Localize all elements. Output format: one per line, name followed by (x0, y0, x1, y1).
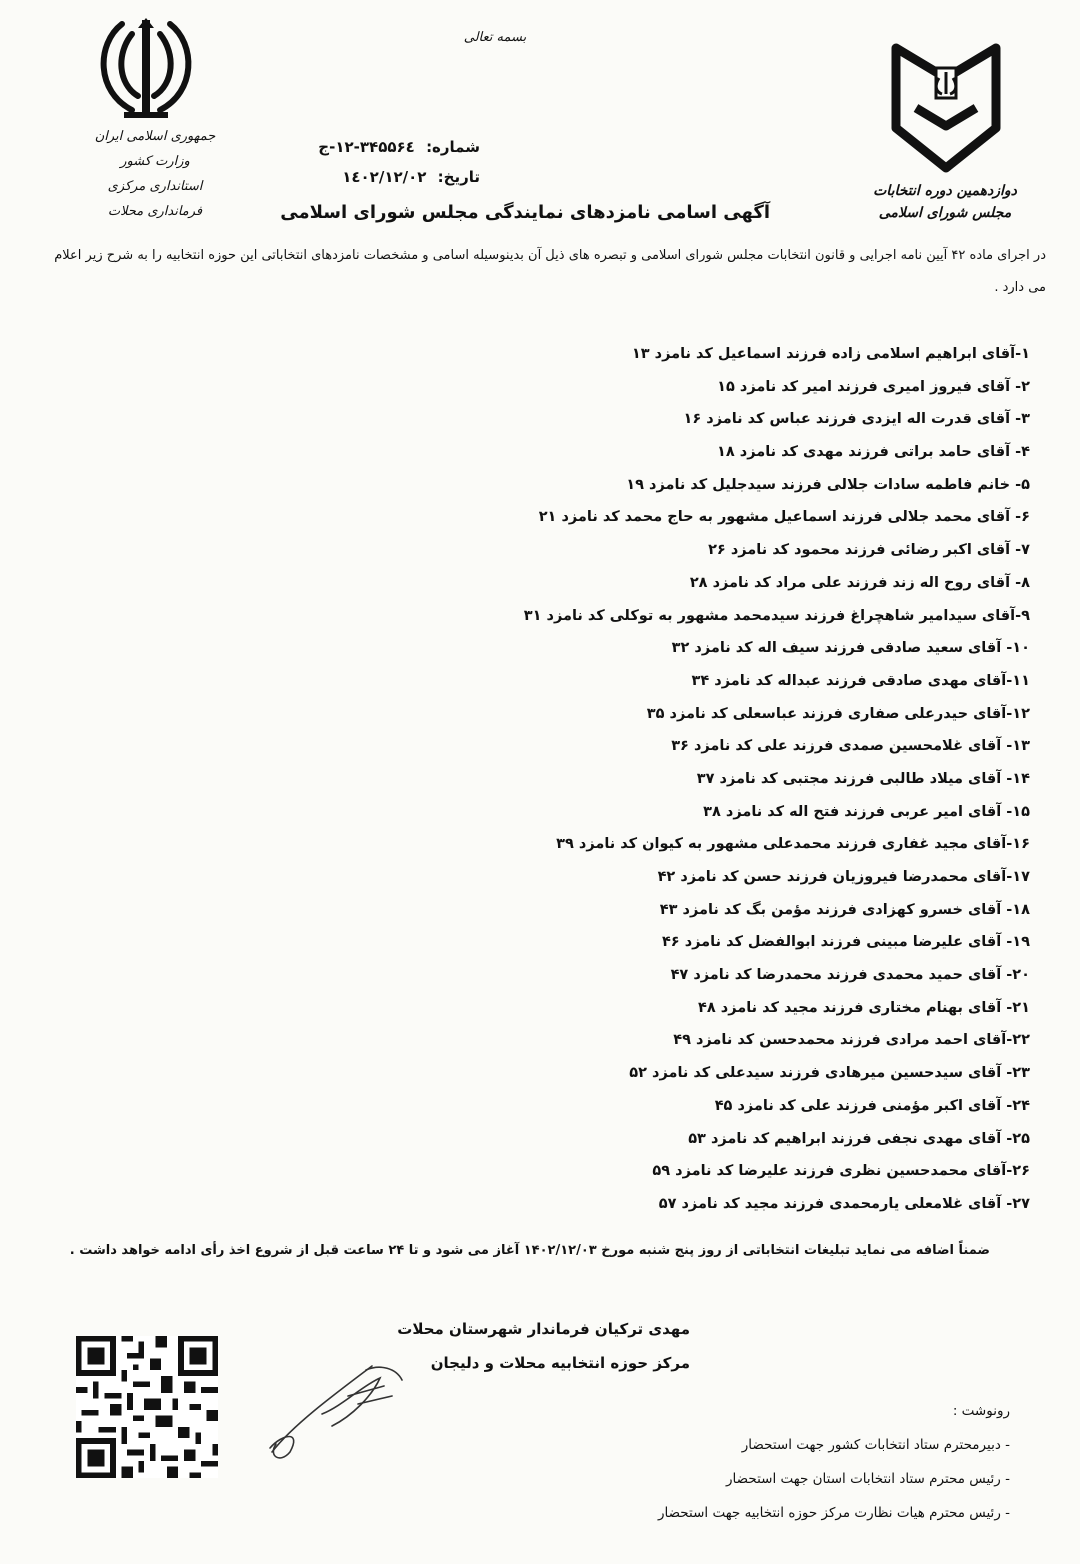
candidate-item: ۲۲-آقای احمد مرادی فرزند محمدحسن کد نامزد ۴۹ (673, 1032, 1030, 1049)
bismillah-text: بسمه تعالی (463, 30, 527, 45)
candidate-item: ۱۴- آقای میلاد طالبی فرزند مجتبی کد نامزد ۳۷ (696, 770, 1030, 787)
candidate-item: ۱۹- آقای علیرضا مبینی فرزند ابوالفضل کد نامزد ۴۶ (661, 934, 1030, 951)
handwritten-signature (262, 1356, 412, 1466)
page-title: آگهی اسامی نامزدهای نمایندگی مجلس شورای اسلامی (280, 202, 770, 223)
election-caption-line: دوازدهمین دوره انتخابات (873, 183, 1017, 199)
candidate-item: ۲۳- آقای سیدحسین میرهادی فرزند سیدعلی کد نامزد ۵۲ (629, 1065, 1030, 1082)
intro-paragraph: در اجرای ماده ۴۲ آیین نامه اجرایی و قانون انتخابات مجلس شورای اسلامی و تبصره های ذیل آن بدینوسیله اسامی و مشخصات نامزدهای انتخاباتی این حوزه انتخابیه را به شرح زیر اعلام می دارد . (54, 248, 1046, 295)
ballot-box-logo-icon (876, 28, 1016, 188)
candidate-item: ۵- خانم فاطمه سادات جلالی فرزند سیدجلیل کد نامزد ۱۹ (626, 476, 1030, 493)
candidate-item: ۱۶-آقای مجید غفاری فرزند محمدعلی مشهور به کیوان کد نامزد ۳۹ (556, 836, 1030, 853)
iran-emblem-icon (88, 14, 204, 122)
campaign-note: ضمناً اضافه می نماید تبلیغات انتخاباتی از روز پنج شنبه مورخ ۱۴۰۲/۱۲/۰۳ آغاز می شود و تا ۲۴ ساعت قبل از شروع اخذ رأی ادامه خواهد داشت . (69, 1243, 990, 1258)
candidate-item: ۲- آقای فیروز امیری فرزند امیر کد نامزد ۱۵ (717, 378, 1030, 395)
candidate-list (470, 338, 1030, 1221)
signatory-office: مرکز حوزه انتخابیه محلات و دلیجان (430, 1354, 690, 1372)
letter-number (290, 132, 480, 162)
candidate-item: ۸- آقای روح اله زند فرزند علی مراد کد نامزد ۲۸ (689, 574, 1030, 591)
letter-date (290, 162, 480, 192)
candidate-item: ۱۵- آقای امیر عربی فرزند فتح اله کد نامزد ۳۸ (703, 803, 1030, 820)
ministry-letterhead (60, 124, 250, 224)
candidate-item: ۲۷- آقای غلامعلی یارمحمدی فرزند مجید کد نامزد ۵۷ (658, 1195, 1030, 1212)
signatory-name: مهدی ترکیان فرماندار شهرستان محلات (397, 1320, 690, 1338)
signatory-block (380, 1312, 690, 1380)
date-label: تاریخ: (437, 168, 480, 186)
candidate-item: ۷- آقای اکبر رضائی فرزند محمود کد نامزد ۲۶ (708, 542, 1030, 559)
cc-title: رونوشت : (952, 1403, 1010, 1419)
candidate-item: ۳- آقای قدرت اله ایزدی فرزند عباس کد نامزد ۱۶ (683, 411, 1030, 428)
candidate-item: ۲۶-آقای محمدحسین نظری فرزند علیرضا کد نامزد ۵۹ (652, 1163, 1030, 1180)
candidate-item: ۲۰- آقای حمید محمدی فرزند محمدرضا کد نامزد ۴۷ (670, 967, 1030, 984)
copies-block (490, 1394, 1010, 1530)
candidate-item: ۱۲-آقای حیدرعلی صفاری فرزند عباسعلی کد نامزد ۳۵ (646, 705, 1030, 722)
candidate-item: ۱۸- آقای خسرو کهزادی فرزند مؤمن بگ کد نامزد ۴۳ (659, 901, 1030, 918)
candidate-item: ۶- آقای محمد جلالی فرزند اسماعیل مشهور به حاج محمد کد نامزد ۲۱ (538, 509, 1030, 526)
candidate-item: ۱۳- آقای غلامحسین صمدی فرزند علی کد نامزد ۳۶ (671, 738, 1030, 755)
candidate-item: ۲۵- آقای مهدی نجفی فرزند ابراهیم کد نامزد ۵۳ (688, 1130, 1030, 1147)
election-caption (870, 180, 1020, 224)
ministry-line: وزارت کشور (120, 154, 190, 169)
letter-meta (290, 132, 480, 192)
cc-item: - دبیرمحترم ستاد انتخابات کشور جهت استحضار (741, 1437, 1010, 1453)
date-value: ۱٤۰۲/۱۲/۰۲ (342, 168, 427, 186)
candidate-item: ۱۰- آقای سعید صادقی فرزند سیف اله کد نامزد ۳۲ (671, 640, 1030, 657)
cc-item: - رئیس محترم هیات نظارت مرکز حوزه انتخابیه جهت استحضار (657, 1505, 1010, 1521)
candidate-item: ۱۱-آقای مهدی صادقی فرزند عبداله کد نامزد ۳۴ (691, 672, 1030, 689)
candidate-item: ۲۴- آقای اکبر مؤمنی فرزند علی کد نامزد ۴۵ (714, 1097, 1030, 1114)
ministry-line: جمهوری اسلامی ایران (94, 129, 216, 144)
number-label: شماره: (426, 138, 480, 156)
election-caption-line: مجلس شورای اسلامی (878, 205, 1012, 221)
ministry-line: فرمانداری محلات (107, 204, 203, 219)
ministry-line: استانداری مرکزی (107, 179, 203, 194)
candidate-item: ۱-آقای ابراهیم اسلامی زاده فرزند اسماعیل کد نامزد ۱۳ (631, 346, 1030, 362)
number-value: ۳۴۵۵۶٤-۱۲-ج (318, 138, 415, 156)
cc-item: - رئیس محترم ستاد انتخابات استان جهت استحضار (726, 1471, 1010, 1487)
candidate-item: ۲۱- آقای بهنام مختاری فرزند مجید کد نامزد ۴۸ (698, 999, 1030, 1016)
candidate-item: ۹-آقای سیدامیر شاهچراغ فرزند سیدمحمد مشهور به توکلی کد نامزد ۳۱ (523, 607, 1030, 624)
candidate-item: ۴- آقای حامد براتی فرزند مهدی کد نامزد ۱۸ (717, 444, 1030, 461)
qr-code-icon[interactable] (76, 1336, 218, 1478)
candidate-item: ۱۷-آقای محمدرضا فیروزیان فرزند حسن کد نامزد ۴۲ (657, 869, 1030, 885)
